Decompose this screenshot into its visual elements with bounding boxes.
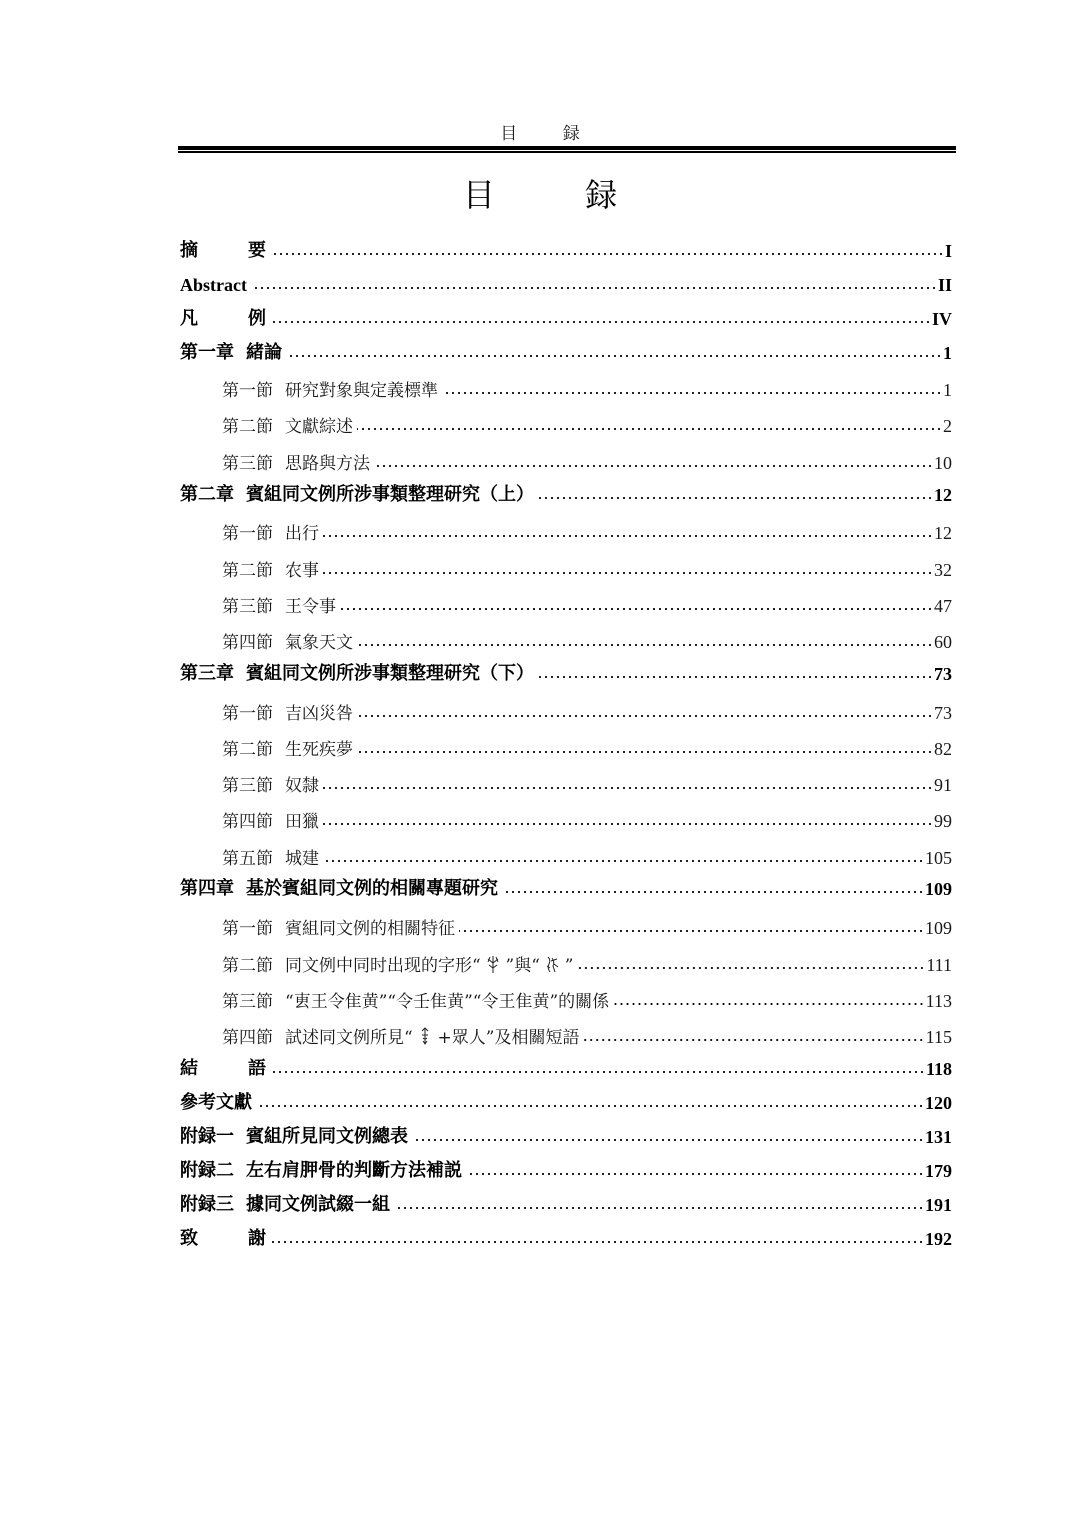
toc-page-number: 1 (943, 380, 952, 400)
toc-entry-section[interactable] (222, 518, 952, 544)
dot-leader (251, 286, 937, 290)
dot-leader (583, 1038, 924, 1042)
dot-leader (442, 391, 942, 395)
toc-entry-section[interactable] (222, 950, 952, 976)
toc-entry-text: 凡 (180, 308, 198, 329)
toc-entry-title (222, 592, 340, 617)
toc-entry-number: 第四節 (222, 633, 273, 653)
toc-page-number: 192 (925, 1229, 952, 1249)
running-head-char: 目 (500, 124, 518, 144)
toc-page-number: 73 (934, 664, 952, 684)
toc-entry-section[interactable] (222, 627, 952, 653)
toc-entry-section[interactable] (222, 591, 952, 617)
toc-entry-text: 賓組同文例所涉事類整理研究（下） (246, 663, 534, 684)
toc-entry-number: 第四節 (222, 812, 273, 832)
toc-entry-number: 第一節 (222, 381, 273, 401)
toc-entry-section[interactable] (222, 555, 952, 581)
toc-entry-title (180, 1156, 466, 1182)
toc-entry-major[interactable] (180, 659, 952, 685)
toc-entry-text: 吉凶災咎 (285, 704, 353, 724)
toc-entry-title (222, 914, 459, 939)
toc-entry-title (222, 628, 357, 653)
toc-entry-title (222, 844, 323, 869)
dot-leader (613, 1002, 925, 1006)
toc-entry-number: 附録二 (180, 1160, 234, 1181)
toc-entry-text: 據同文例試綴一組 (246, 1194, 390, 1215)
toc-page-number: 115 (925, 1027, 952, 1047)
toc-entry-title (180, 480, 538, 506)
toc-entry-title (222, 376, 442, 401)
toc-entry-number: 第三節 (222, 454, 273, 474)
toc-page-number: 179 (925, 1161, 952, 1181)
dot-leader (374, 464, 933, 468)
toc-entry-number: 第四章 (180, 878, 234, 899)
oracle-glyph-c-icon (418, 1026, 432, 1046)
toc-entry-number: 第三章 (180, 663, 234, 684)
dot-leader (270, 252, 944, 256)
toc-entry-number: 第二節 (222, 561, 273, 581)
toc-entry-number: 第二節 (222, 956, 273, 976)
toc-entry-title (180, 659, 538, 685)
dot-leader (270, 1070, 925, 1074)
toc-entry-text: 同文例中同时出现的字形“ (285, 956, 481, 976)
toc-page-number: 113 (925, 991, 952, 1011)
toc-entry-number: 第四節 (222, 1028, 273, 1048)
toc-entry-section[interactable] (222, 986, 952, 1012)
dot-leader (394, 1206, 924, 1210)
toc-entry-number: 第五節 (222, 849, 273, 869)
toc-page-number: 82 (934, 739, 952, 759)
toc-entry-number: 附録一 (180, 1126, 234, 1147)
toc-entry-text: 致 (180, 1228, 198, 1249)
toc-page-number: 109 (925, 879, 952, 899)
toc-entry-major[interactable] (180, 304, 952, 330)
toc-entry-text: 參考文獻 (180, 1092, 252, 1113)
toc-page-number: 120 (925, 1093, 952, 1113)
toc-entry-text: 賓組同文例的相關特征 (285, 919, 455, 939)
toc-entry-section[interactable] (222, 843, 952, 869)
toc-page-number: IV (931, 309, 952, 329)
toc-page-number: 111 (926, 955, 952, 975)
toc-entry-title (180, 236, 270, 262)
toc-entry-text: 出行 (285, 524, 319, 544)
toc-entry-number: 第三節 (222, 597, 273, 617)
toc-page-number: 105 (925, 848, 952, 868)
toc-entry-text: 田獵 (285, 812, 319, 832)
toc-page-number: 109 (925, 918, 952, 938)
toc-page-number: 99 (934, 811, 952, 831)
toc-entry-title (180, 1088, 256, 1114)
toc-entry-section[interactable] (222, 698, 952, 724)
header-rule-thin (178, 151, 956, 153)
toc-entry-number: 第一節 (222, 704, 273, 724)
toc-entry-section[interactable] (222, 411, 952, 437)
toc-entry-major[interactable] (180, 480, 952, 506)
page-title-char: 目 (462, 176, 495, 214)
oracle-glyph-b-icon (545, 954, 559, 974)
page-title (0, 170, 1080, 216)
toc-page-number: I (944, 241, 952, 261)
toc-entry-title (180, 304, 270, 330)
dot-leader (270, 1240, 924, 1244)
toc-entry-major[interactable] (180, 270, 952, 296)
toc-entry-title (222, 987, 613, 1012)
toc-entry-major[interactable] (180, 1156, 952, 1182)
toc-entry-title (180, 1122, 412, 1148)
dot-leader (577, 966, 925, 970)
toc-entry-text: 緒論 (246, 342, 282, 363)
toc-page-number: 118 (925, 1059, 952, 1079)
running-head-char: 録 (562, 124, 580, 144)
toc-page-number: 47 (934, 596, 952, 616)
dot-leader (340, 607, 933, 611)
toc-entry-title (180, 1224, 270, 1250)
toc-entry-number: 第一節 (222, 919, 273, 939)
toc-entry-number: 第三節 (222, 992, 273, 1012)
toc-entry-number: 第一節 (222, 524, 273, 544)
toc-entry-text: 奴隸 (285, 776, 319, 796)
toc-entry-major[interactable] (180, 1190, 952, 1216)
dot-leader (256, 1104, 924, 1108)
running-head (0, 119, 1080, 144)
dot-leader (538, 675, 933, 679)
page-title-char: 録 (585, 176, 618, 214)
toc-entry-title (222, 771, 323, 796)
toc-entry-number: 第一章 (180, 342, 234, 363)
toc-entry-text: 賓組同文例所涉事類整理研究（上） (246, 484, 534, 505)
toc-entry-title (222, 1023, 583, 1048)
toc-entry-title (180, 1054, 270, 1080)
toc-entry-major[interactable] (180, 1088, 952, 1114)
toc-entry-text: 文獻綜述 (285, 417, 353, 437)
dot-leader (286, 354, 942, 358)
toc-entry-major[interactable] (180, 1054, 952, 1080)
toc-entry-title (180, 338, 286, 364)
dot-leader (323, 859, 924, 863)
toc-entry-title (222, 519, 323, 544)
toc-entry-number: 第二節 (222, 740, 273, 760)
toc-entry-text: Abstract (180, 275, 247, 295)
toc-entry-text: 結 (180, 1058, 198, 1079)
toc-entry-text: 城建 (285, 849, 319, 869)
toc-entry-text: 思路與方法 (285, 454, 370, 474)
dot-leader (323, 534, 933, 538)
toc-entry-text: ”與“ (505, 956, 540, 976)
toc-page-number: 32 (934, 560, 952, 580)
toc-entry-text: “叀王令隹黄”“令壬隹黄”“令王隹黄”的關係 (285, 992, 610, 1012)
toc-entry-number: 第二節 (222, 417, 273, 437)
toc-entry-text: 要 (248, 240, 266, 261)
toc-entry-section[interactable] (222, 375, 952, 401)
toc-page-number: 91 (934, 775, 952, 795)
toc-entry-title (180, 275, 251, 296)
toc-entry-major[interactable] (180, 338, 952, 364)
toc-page-number: II (937, 275, 952, 295)
toc-entry-title (180, 1190, 394, 1216)
toc-page-number: 131 (925, 1127, 952, 1147)
toc-entry-text: 例 (248, 308, 266, 329)
toc-entry-major[interactable] (180, 874, 952, 900)
toc-entry-text: +眾人”及相關短語 (437, 1028, 580, 1048)
dot-leader (357, 427, 942, 431)
toc-entry-text: 語 (248, 1058, 266, 1079)
toc-entry-text: ” (564, 956, 574, 976)
toc-entry-title (222, 951, 577, 976)
toc-entry-number: 附録三 (180, 1194, 234, 1215)
toc-entry-text: 謝 (248, 1228, 266, 1249)
dot-leader (412, 1138, 924, 1142)
toc-page-number: 73 (934, 703, 952, 723)
toc-entry-title (222, 807, 323, 832)
toc-entry-section[interactable] (222, 806, 952, 832)
toc-entry-text: 研究對象與定義標準 (285, 381, 438, 401)
dot-leader (466, 1172, 924, 1176)
toc-page-number: 2 (943, 416, 952, 436)
toc-entry-title (222, 699, 357, 724)
toc-entry-text: 氣象天文 (285, 633, 353, 653)
toc-entry-number: 第三節 (222, 776, 273, 796)
toc-entry-section[interactable] (222, 1022, 952, 1048)
dot-leader (357, 714, 933, 718)
toc-entry-major[interactable] (180, 236, 952, 262)
toc-page-number: 191 (925, 1195, 952, 1215)
toc-entry-major[interactable] (180, 1122, 952, 1148)
toc-entry-text: 生死疾夢 (285, 740, 353, 760)
toc-entry-section[interactable] (222, 448, 952, 474)
toc-entry-major[interactable] (180, 1224, 952, 1250)
toc-page-number: 1 (943, 343, 952, 363)
dot-leader (357, 750, 933, 754)
oracle-glyph-a-icon (486, 954, 500, 974)
toc-entry-text: 賓組所見同文例總表 (246, 1126, 408, 1147)
toc-entry-section[interactable] (222, 770, 952, 796)
toc-page-number: 10 (934, 453, 952, 473)
toc-entry-title (222, 449, 374, 474)
dot-leader (323, 786, 933, 790)
toc-entry-title (180, 874, 502, 900)
toc-entry-text: 王令事 (285, 597, 336, 617)
toc-entry-title (222, 735, 357, 760)
toc-entry-title (222, 412, 357, 437)
dot-leader (357, 643, 933, 647)
dot-leader (502, 890, 924, 894)
dot-leader (270, 320, 931, 324)
toc-entry-number: 第二章 (180, 484, 234, 505)
dot-leader (323, 822, 933, 826)
toc-page-number: 12 (934, 485, 952, 505)
toc-entry-section[interactable] (222, 913, 952, 939)
toc-entry-text: 左右肩胛骨的判斷方法補説 (246, 1160, 462, 1181)
dot-leader (323, 571, 933, 575)
header-rule-thick (178, 146, 956, 150)
toc-entry-text: 农事 (285, 561, 319, 581)
toc-entry-text: 摘 (180, 240, 198, 261)
toc-entry-title (222, 556, 323, 581)
dot-leader (459, 929, 924, 933)
toc-page-number: 60 (934, 632, 952, 652)
toc-entry-section[interactable] (222, 734, 952, 760)
toc-entry-text: 試述同文例所見“ (285, 1028, 413, 1048)
dot-leader (538, 496, 933, 500)
toc-entry-text: 基於賓組同文例的相關專題研究 (246, 878, 498, 899)
toc-page-number: 12 (934, 523, 952, 543)
